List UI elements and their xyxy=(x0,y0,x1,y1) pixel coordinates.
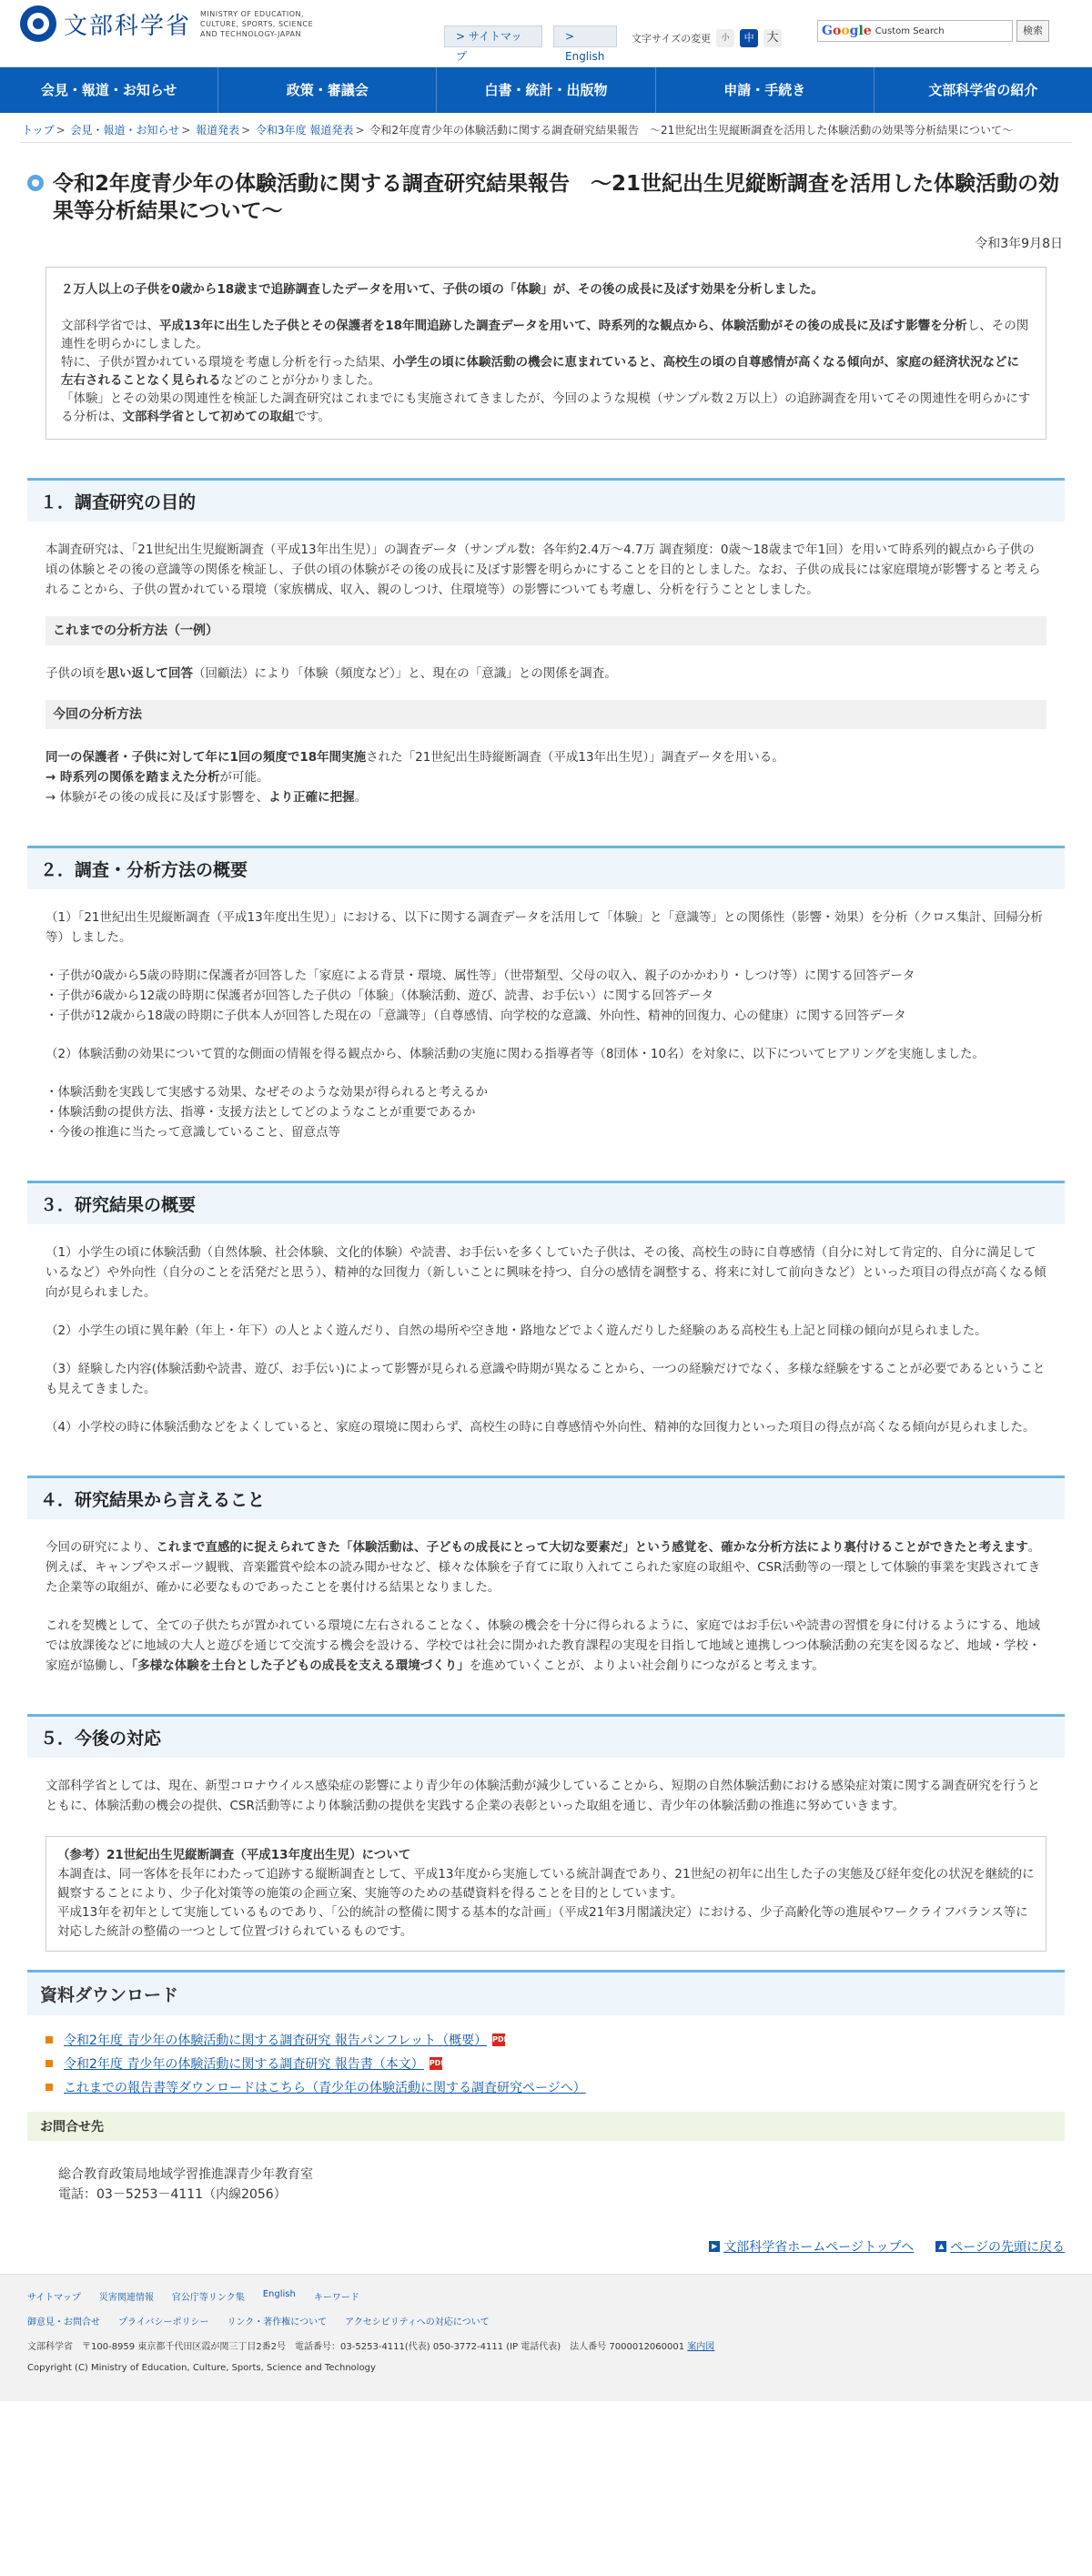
footer-link-privacy[interactable]: プライバシーポリシー xyxy=(118,2317,209,2328)
nav-item-procedures[interactable]: 申請・手続き xyxy=(656,67,875,113)
section-text: （1）「21世紀出生児縦断調査（平成13年度出生児）」における、以下に関する調査データを活用して「体験」と「意識等」との関係性（影響・効果）を分析（クロス集計、回帰分析等）しました。 xyxy=(46,910,1043,945)
publish-date: 令和3年9月8日 xyxy=(975,237,1063,251)
bullet-icon xyxy=(46,2036,53,2044)
result-paragraph: （4）小学校の時に体験活動などをよくしていると、家庭の環境に関わらず、高校生の時に自尊感情や外向性、精神的な回復力といった項目の得点が高くなる傾向が見られました。 xyxy=(46,1420,1036,1435)
global-nav xyxy=(0,67,1092,113)
footer-link-disaster[interactable]: 災害関連情報 xyxy=(98,2293,154,2303)
list-item xyxy=(46,2028,1046,2052)
nav-item-policy[interactable]: 政策・審議会 xyxy=(218,67,437,113)
implication-paragraph: 今回の研究により、これまで直感的に捉えられてきた「体験活動は、子どもの成長にとって大切な要素だ」という感覚を、確かな分析方法により裏付けることができたと考えます。例えば、キャンプやスポーツ観戦、音楽鑑賞や絵本の読み聞かせなど、様々な体験を子育てに取り入れてこられた家庭の取組や、CSR活動等の一環として体験的事業を実践されてきた企業等の取組が、確かに必要なものであったことを裏付ける結果となりました。 xyxy=(46,1540,1041,1595)
subheading-current-method: 今回の分析方法 xyxy=(46,700,1046,729)
section-text: 文部科学省としては、現在、新型コロナウイルス感染症の影響により青少年の体験活動が減少していることから、短期の自然体験活動における感染症対策に関する調査研究を行うとともに、体験活動の機会の提供、CSR活動等により体験活動の提供を実践する企業の表彰といった取組を通じ、青少年の体験活動の推進に努めていきます。 xyxy=(46,1779,1040,1813)
title-bullet-icon xyxy=(27,175,44,191)
section-heading: ３．研究結果の概要 xyxy=(27,1181,1065,1224)
footer-link-government-links[interactable]: 官公庁等リンク集 xyxy=(171,2293,245,2303)
font-size-large-button[interactable]: 大 xyxy=(763,29,782,47)
section-text: 本調査研究は、「21世紀出生児縦断調査（平成13年出生児）」の調査データ（サンプル数：各年約2.4万～4.7万 調査頻度：0歳～18歳まで年1回）を用いて時系列的観点から子供の頃の体験とその後の意識等の関係を検証し、子供の頃の体験がその後の成長に及ぼす影響を明らかにすることを目的としました。なお、子供の成長には家庭環境が影響すると考えられることから、子供の置かれている環境（家族構成、収入、親のしつけ、住環境等）の影響についても考慮し、分析を行うこととしました。 xyxy=(46,543,1041,597)
summary-paragraph-1: 文部科学省では、平成13年に出生した子供とその保護者を18年間追跡した調査データを用いて、時系列的な観点から、体験活動がその後の成長に及ぼす影響を分析し、その関連性を明らかにしました。 xyxy=(61,319,1029,351)
footer-copyright: Copyright (C) Ministry of Education, Culture, Sports, Science and Technology xyxy=(27,2363,376,2373)
contact-heading: お問合せ先 xyxy=(27,2112,1065,2141)
list-item: ・子供が12歳から18歳の時期に子供本人が回答した現在の「意識等」（自尊感情、向学校的な意識、外向性、精神的回復力、心の健康）に関する回答データ xyxy=(46,1009,906,1023)
section-heading: ４．研究結果から言えること xyxy=(27,1476,1065,1519)
footer-link-copyright[interactable]: リンク・著作権について xyxy=(227,2317,328,2328)
downloads-heading: 資料ダウンロード xyxy=(27,1970,1065,2015)
result-paragraph: （3）経験した内容(体験活動や読書、遊び、お手伝い)によって影響が見られる意識や時期が異なることから、一つの経験だけでなく、多様な経験をすることが必要であるということも見えてきました。 xyxy=(46,1362,1046,1396)
mext-logo-icon xyxy=(20,5,56,42)
breadcrumb-r3-press[interactable]: 令和3年度 報道発表 xyxy=(255,124,354,137)
search-input[interactable] xyxy=(817,20,1013,42)
data-list xyxy=(46,966,1046,1026)
summary-paragraph-3: 「体験」とその効果の関連性を検証した調査研究はこれまでにも実施されてきましたが、今回のような規模（サンプル数２万以上）の追跡調査を用いてその関連性を明らかにする分析は、文部科学省として初めての取組です。 xyxy=(61,391,1031,424)
footer-links-2 xyxy=(27,2314,1065,2328)
search-button[interactable]: 検索 xyxy=(1016,20,1049,42)
section-results xyxy=(27,1181,1065,1437)
nav-item-news[interactable]: 会見・報道・お知らせ xyxy=(0,67,218,113)
downloads-list xyxy=(27,2015,1065,2099)
section-implications xyxy=(27,1476,1065,1676)
reference-text: 平成13年を初年として実施しているものであり、「公的統計の整備に関する基本的な計画」（平成21年3月閣議決定）における、少子高齢化等の進展やワークライフバランス等に対応した統計の整備の一つとして位置づけられているものです。 xyxy=(57,1905,1028,1939)
list-item xyxy=(46,2052,1046,2075)
section-future xyxy=(27,1714,1065,1952)
bullet-icon xyxy=(46,2060,53,2067)
footer-address: 文部科学省 〒100-8959 東京都千代田区霞が関三丁目2番2号 電話番号：03-5253-4111(代表) 050-3772-4111 (IP 電話代表) 法人番号 7000012060001 案内図 xyxy=(27,2342,715,2352)
summary-paragraph-2: 特に、子供が置かれている環境を考慮し分析を行った結果、小学生の頃に体験活動の機会に恵まれていると、高校生の頃の自尊感情が高くなる傾向が、家庭の経済状況などに左右されることなく見られるなどのことが分かりました。 xyxy=(61,355,1019,388)
logo-subtitle: MINISTRY OF EDUCATION, CULTURE, SPORTS, SCIENCE AND TECHNOLOGY-JAPAN xyxy=(200,9,314,38)
nav-item-publications[interactable]: 白書・統計・出版物 xyxy=(437,67,655,113)
font-size-medium-button[interactable]: 中 xyxy=(740,29,758,47)
current-method-text: 同一の保護者・子供に対して年に1回の頻度で18年間実施された「21世紀出生時縦断調査（平成13年出生児）」調査データを用いる。 → 時系列の関係を踏まえた分析が可能。 → 体験がその後の成長に及ぼす影響を、より正確に把握。 xyxy=(46,750,784,805)
implication-paragraph: これを契機として、全ての子供たちが置かれている環境に左右されることなく、体験の機会を十分に得られるように、家庭ではお手伝いや読書の習慣を身に付けるようにする、地域では放課後などに地域の大人と遊びを通じて交流する機会を設ける、学校では社会に開かれた教育課程の実現を目指して地域と連携しつつ体験活動の充実を図るなど、地域・学校・家庭が協働し、「多様な体験を土台とした子どもの成長を支える環境づくり」を進めていくことが、よりよい社会創りにつながると考えます。 xyxy=(46,1618,1041,1673)
result-paragraph: （2）小学生の頃に異年齢（年上・年下）の人とよく遊んだり、自然の場所や空き地・路地などでよく遊んだりした経験のある高校生も上記と同様の傾向が見られました。 xyxy=(46,1323,987,1338)
list-item: ・子供が6歳から12歳の時期に保護者が回答した子供の「体験」（体験活動、遊び、読書、お手伝い）に関する回答データ xyxy=(46,989,713,1003)
contact-phone: 電話：03－5253－4111（内線2056） xyxy=(58,2187,287,2202)
main-content xyxy=(0,170,1092,2205)
home-link[interactable]: ▶ 文部科学省ホームページトップへ xyxy=(709,2237,914,2256)
result-paragraph: （1）小学生の頃に体験活動（自然体験、社会体験、文化的体験）や読書、お手伝いを多くしていた子供は、その後、高校生の時に自尊感情（自分に対して肯定的、自分に満足しているなど）や外向性（自分のことを活発だと思う）、精神的な回復力（新しいことに興味を持つ、自分の感情を調整する、将来に対して前向きなど）といった項目の得点が高くなる傾向が見られました。 xyxy=(46,1245,1046,1300)
contact-department: 総合教育政策局地域学習推進課青少年教育室 xyxy=(58,2167,313,2182)
reference-text: 本調査は、同一客体を長年にわたって追跡する縦断調査として、平成13年度から実施している統計調査であり、21世紀の初年に出生した子の実態及び経年変化の状況を継続的に観察することにより、少子化対策等の施策の企画立案、実施等のための基礎資料を得ることを目的としています。 xyxy=(57,1867,1035,1901)
summary-box xyxy=(46,267,1046,440)
footer-link-inquiry[interactable]: 御意見・お問合せ xyxy=(27,2317,100,2328)
font-size-small-button[interactable]: 小 xyxy=(716,29,734,47)
section-method xyxy=(27,846,1065,1142)
nav-item-about[interactable]: 文部科学省の紹介 xyxy=(928,82,1038,98)
google-logo-icon: Google xyxy=(822,24,872,38)
font-size-label: 文字サイズの変更 xyxy=(632,33,712,45)
hearing-list xyxy=(46,1082,1046,1142)
footer-links-1 xyxy=(27,2289,1065,2303)
breadcrumb-current: 令和2年度青少年の体験活動に関する調査研究結果報告 ～21世紀出生児縦断調査を活用した体験活動の効果等分析結果について～ xyxy=(369,124,1013,137)
english-link[interactable]: > English xyxy=(553,25,617,47)
breadcrumb-news[interactable]: 会見・報道・お知らせ xyxy=(70,124,180,137)
list-item: ・体験活動を実践して実感する効果、なぜそのような効果が得られると考えるか xyxy=(46,1085,488,1100)
section-purpose xyxy=(27,478,1065,807)
page-title-block xyxy=(27,170,1065,225)
section-heading: １．調査研究の目的 xyxy=(27,478,1065,522)
section-heading: ２．調査・分析方法の概要 xyxy=(27,846,1065,889)
subheading-previous-method: これまでの分析方法（一例） xyxy=(46,616,1046,645)
pdf-icon: PDF xyxy=(430,2057,442,2070)
list-item: ・今後の推進に当たって意識していること、留意点等 xyxy=(46,1125,340,1140)
pdf-icon: PDF xyxy=(492,2033,505,2046)
font-size-switcher xyxy=(632,29,782,47)
download-link-report[interactable]: 令和2年度 青少年の体験活動に関する調査研究 報告書（本文） xyxy=(64,2057,424,2072)
section-heading: ５．今後の対応 xyxy=(27,1714,1065,1758)
footer-link-sitemap[interactable]: サイトマップ xyxy=(27,2293,81,2303)
summary-lead: ２万人以上の子供を0歳から18歳まで追跡調査したデータを用いて、子供の頃の「体験」が、その後の成長に及ぼす効果を分析しました。 xyxy=(61,282,824,297)
site-logo[interactable] xyxy=(20,5,328,42)
search-placeholder: Custom Search xyxy=(875,25,945,36)
bullet-icon xyxy=(46,2084,53,2091)
page-title: 令和2年度青少年の体験活動に関する調査研究結果報告 ～21世紀出生児縦断調査を活用した体験活動の効果等分析結果について～ xyxy=(53,172,1060,223)
list-item: ・子供が0歳から5歳の時期に保護者が回答した「家庭による背景・環境、属性等」（世帯類型、父母の収入、親子のかかわり・しつけ等）に関する回答データ xyxy=(46,969,915,983)
footer-link-keyword[interactable]: キーワード xyxy=(313,2293,359,2303)
logo-text: 文部科学省 xyxy=(64,12,192,40)
download-link-pamphlet[interactable]: 令和2年度 青少年の体験活動に関する調査研究 報告パンフレット（概要） xyxy=(64,2033,488,2048)
arrow-right-icon: ▶ xyxy=(709,2241,720,2252)
contact-info xyxy=(27,2141,1065,2205)
breadcrumb-top[interactable]: トップ xyxy=(22,124,55,137)
footer-link-accessibility[interactable]: アクセシビリティへの対応について xyxy=(345,2317,490,2328)
sitemap-link[interactable]: > サイトマップ xyxy=(444,25,542,47)
breadcrumb-press[interactable]: 報道発表 xyxy=(196,124,240,137)
arrow-up-icon: ▲ xyxy=(935,2241,946,2252)
footer-link-map[interactable]: 案内図 xyxy=(687,2342,715,2352)
breadcrumb: トップ > 会見・報道・お知らせ > 報道発表 > 令和3年度 報道発表 > 令和2年度青少年の体験活動に関する調査研究結果報告 ～21世紀出生児縦断調査を活用した体験活動の効果等分析結果について～ xyxy=(22,124,1013,137)
section-text: （2）体験活動の効果について質的な側面の情報を得る観点から、体験活動の実施に関わる指導者等（8団体・10名）を対象に、以下についてヒアリングを実施しました。 xyxy=(46,1047,986,1061)
reference-box xyxy=(46,1836,1046,1952)
breadcrumb-divider xyxy=(20,142,1072,143)
download-link-archive[interactable]: これまでの報告書等ダウンロードはこちら（青少年の体験活動に関する調査研究ページへ） xyxy=(64,2081,586,2095)
footer-link-english[interactable]: English xyxy=(262,2289,296,2299)
list-item xyxy=(46,2075,1046,2099)
bottom-links xyxy=(0,2237,1092,2256)
page-top-link[interactable]: ▲ ページの先頭に戻る xyxy=(935,2237,1065,2256)
list-item: ・体験活動の提供方法、指導・支援方法としてどのようなことが重要であるか xyxy=(46,1105,476,1120)
site-header xyxy=(0,0,1092,67)
site-footer xyxy=(0,2274,1092,2401)
reference-title: （参考）21世紀出生児縦断調査（平成13年度出生児）について xyxy=(57,1848,411,1862)
site-search xyxy=(817,20,1049,42)
previous-method-text: 子供の頃を思い返して回答（回顧法）により「体験（頻度など）」と、現在の「意識」との関係を調査。 xyxy=(46,666,617,681)
